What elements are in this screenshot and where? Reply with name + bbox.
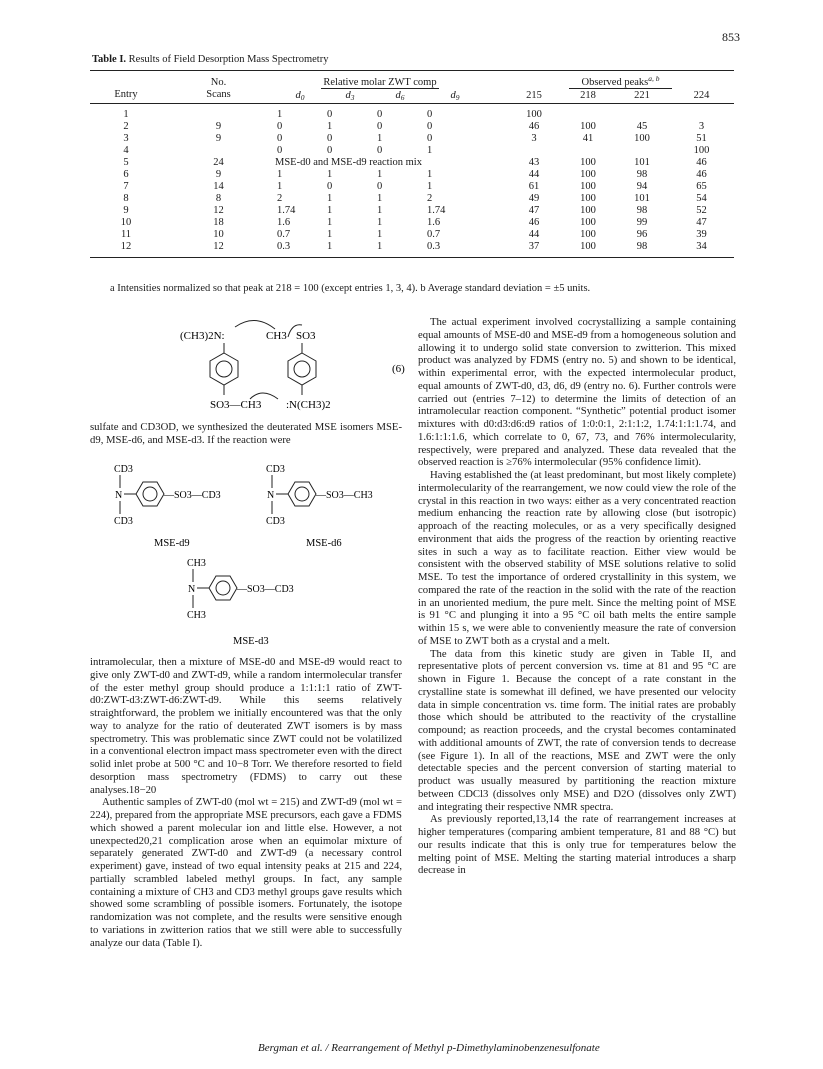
mse-d6-ring [288,482,316,506]
mse-d3-ring-circle [216,581,230,595]
cell-p224: 54 [696,192,707,204]
cell-p221 [615,104,669,122]
cell-d9: 1 [427,168,433,180]
reaction-scheme [180,313,420,421]
cell-p218: 100 [580,180,596,192]
table-row [90,181,734,193]
cell-scans: 12 [213,204,224,216]
mse-d6-ring-circle [295,487,309,501]
cell-p224: 51 [696,132,707,144]
mse-d3-top: CH3 [187,558,206,569]
cell-p218: 100 [580,156,596,168]
cell-scans: 8 [215,192,222,204]
header-scans: Scans [206,88,231,100]
cell-entry: 7 [123,180,129,192]
cell-p215: 61 [528,180,540,192]
cell-p224: 3 [698,120,705,132]
header-relative: Relative molar ZWT comp [323,76,437,88]
header-observed-sup: a, b [648,73,660,83]
cell-p218: 41 [582,132,594,144]
mse-d3-label: MSE-d3 [233,636,269,647]
header-221: 221 [634,89,650,101]
cell-p215: 47 [528,204,540,216]
mse-d9-top: CD3 [114,464,133,475]
cell-p215: 37 [528,240,540,252]
cell-scans [162,104,275,122]
header-observed-wrap [569,73,671,89]
cell-p224: 39 [696,228,707,240]
right-column [418,316,736,877]
scheme-bottom-left: SO3—CH3 [210,399,262,411]
mse-d9-tail: —SO3—CD3 [164,490,221,501]
mse-d3-bottom: CH3 [187,610,206,621]
cell-p218: 100 [580,228,596,240]
cell-d9: 0.3 [427,240,441,252]
mse-d6-label: MSE-d6 [306,538,342,549]
table-row [90,193,734,205]
right-paragraph-4: As previously reported,13,14 the rate of rearrangement increases at higher temperatures (comparing ambient temperature, 81 and 88 °C) but our results indicate that this is only true for temperatures below the melting point of MSE. Melting the starting material introduces a sharp decrease in [418,813,736,877]
ring-left-circle [216,361,232,377]
cell-d6: 0 [377,144,383,156]
cell-p215: 46 [528,216,540,228]
cell-p218: 100 [580,216,596,228]
cell-d3: 0 [327,180,333,192]
cell-d3: 0 [327,108,333,120]
page-number: 853 [722,30,740,44]
cell-d3: 1 [327,192,333,204]
header-224: 224 [693,89,710,101]
header-215: 215 [526,89,542,101]
cell-entry: 2 [123,120,129,132]
cell-d0: 0 [277,132,283,144]
cell-gap [485,241,507,258]
cell-gap [485,121,507,133]
right-paragraph-1: The actual experiment involved cocrystallizing a sample containing equal amounts of MSE-d0 and MSE-d9 from a homogeneous solution and allowing it to undergo solid state conversion to zwitterion. This mixed product was analyzed by FDMS (entry no. 5) and shown to be identical, within experimental error, with the expected intermolecular product, equal amounts of ZWT-d0, d3, d6, d9 (entry no. 6). Further controls were carried out (entries 7–12) to determine the limits of detection of an intramolecular reaction component. “Synthetic” potential product isomer mixtures with d0:d3:d6:d9 ratios of 1:0:0:1, 2:1:1:2, 1.74:1:1:1.74, and 1.6:1:1:1.6, which correlate to 0, 67, 73, and 76% intermolecularity, respectively, were prepared and analyzed. These data revealed that the observed reaction is ≥76% intermolecular (95% confidence limit). [418,316,736,469]
cell-d0: 2 [277,192,283,204]
cell-entry: 9 [123,204,129,216]
cell-p224 [669,104,734,122]
cell-d0: 1 [277,108,283,120]
cell-scans: 9 [215,120,222,132]
header-observed: Observed peaks [581,76,649,88]
cell-scans: 12 [213,240,224,252]
cell-d0: 1.6 [277,216,291,228]
mse-d6-tail: —SO3—CH3 [316,490,373,501]
cell-d6: 0 [377,180,383,192]
table-row [90,205,734,217]
cell-p215: 49 [528,192,540,204]
scheme-top-left: (CH3)2N: [180,330,225,342]
cell-gap [485,193,507,205]
scheme-top-right-b: SO3 [296,330,316,342]
left-column-top [90,421,402,447]
right-paragraph-2: Having established the (at least predominant, but most likely complete) intermolecularity of the rearrangement, we now could view the role of the crystal in this reaction in two ways: either as a very concentrated reaction medium enhancing the reaction rate by allowing close (but isotropic) approach of the reacting molecules, or as a very specifically designed environment that aids the progress of the reaction by orienting reactive sites in such a way as to facilitate reaction. Either view would be consistent with the observed stability of MSE solutions relative to solid MSE. To test the importance of ordered crystallinity in this system, we compared the rate of the reaction in the solid with the rate of the reaction in an unoriented medium, the pure melt. Since the melting point of MSE is 91 °C and plunging it into a 95 °C oil bath melts the entire sample within 15 s, we were able to conveniently measure the rate of conversion of MSE to ZWT both as a crystal and a melt. [418,469,736,647]
cell-scans [162,145,275,157]
mse-d3-n: N [188,584,196,595]
cell-gap [485,181,507,193]
left-column-bottom [90,656,402,949]
cell-p224: 34 [696,240,707,252]
cell-gap [485,104,507,122]
cell-d3: 1 [327,204,333,216]
mse-d9-n: N [115,490,123,501]
cell-d0: 0 [277,144,283,156]
cell-d3: 1 [327,228,333,240]
cell-p218: 100 [580,168,596,180]
cell-p215: 46 [528,120,540,132]
cell-p221: 94 [636,180,648,192]
mse-d9-bottom: CD3 [114,516,133,527]
cell-d9: 0.7 [427,228,441,240]
cell-d9: 1.74 [427,204,446,216]
cell-scans: 18 [213,216,224,228]
header-218: 218 [580,89,596,101]
mse-d9-label: MSE-d9 [154,538,190,549]
cell-p218: 100 [580,120,596,132]
table-caption-label: Table I. [92,54,127,65]
scheme-eq-number: (6) [392,363,405,375]
cell-p224: 52 [696,204,707,216]
table-row [90,121,734,133]
header-gap2 [485,89,507,104]
cell-entry: 4 [123,144,129,156]
table-row [90,241,734,258]
cell-d9: 1.6 [427,216,441,228]
cell-p218 [561,104,615,122]
cell-d9: 0 [427,108,433,120]
table-row [90,145,734,157]
header-blank [90,71,162,90]
cell-p218: 100 [580,192,596,204]
cell-d0: 1 [277,168,283,180]
cell-scans: 9 [215,132,222,144]
mse-d6-bottom: CD3 [266,516,285,527]
mse-d6-top: CD3 [266,464,285,475]
scheme-top-right-a: CH3 [266,330,287,342]
header-d3: $d_3$ [345,89,355,102]
cell-p221: 45 [636,120,648,132]
cell-d0: 0 [277,120,283,132]
cell-entry: 6 [123,168,129,180]
mse-d9-ring [136,482,164,506]
right-paragraph-3: The data from this kinetic study are given in Table II, and representative plots of percent conversion vs. time at 81 and 95 °C are shown in Figure 1. Because the concept of a rate constant in the crystalline state is somewhat ill defined, we have presented our velocity data in simple concentration vs. time form. The initial rates are probably those which should be attributed to the reactivity of the crystalline compound; as reaction proceeds, and the crystal becomes contaminated with additional amounts of ZWT, the rate of conversion tends to decrease (see Figure 1). In all of the reactions, MSE and ZWT were the only detectable species and the percent conversion of starting material to product was usually measured by partitioning the reaction mixture between CDCl3 (dissolves only MSE) and D2O (dissolves only ZWT) and integrating their respective NMR spectra. [418,647,736,813]
results-table [90,70,734,258]
cell-d3: 0 [327,132,333,144]
table-body [90,104,734,258]
cell-p221 [615,145,669,157]
cell-d3: 1 [327,168,333,180]
header-no: No. [210,76,227,88]
mse-d3-ring [209,576,237,600]
cell-p221: 98 [636,240,648,252]
header-d9: $d_9$ [450,89,460,102]
table-row [90,217,734,229]
cell-d6: 1 [377,192,383,204]
cell-p218: 100 [580,204,596,216]
table-caption [92,54,328,65]
cell-p224: 46 [696,156,707,168]
cell-p221: 98 [636,204,648,216]
cell-d6: 1 [377,240,383,252]
cell-gap [485,217,507,229]
header-d6: $d_6$ [395,89,405,102]
cell-p215: 44 [528,228,540,240]
cell-p215: 43 [528,156,540,168]
cell-d3: 1 [327,240,333,252]
mse-d9-ring-circle [143,487,157,501]
ring-right-circle [294,361,310,377]
cell-p221: 99 [636,216,648,228]
cell-d9: 0 [427,132,433,144]
cell-p221: 101 [634,192,650,204]
cell-d9: 0 [427,120,433,132]
cell-p221: 98 [636,168,648,180]
ring-right [288,353,316,385]
cell-p224: 100 [693,144,710,156]
cell-p224: 47 [696,216,707,228]
cell-d3: 1 [327,120,333,132]
left-paragraph-1: intramolecular, then a mixture of MSE-d0 and MSE-d9 would react to give only ZWT-d0 and ZWT-d9, while a random intermolecular transfer of the ester methyl group should produce a 1:1:1:1 ratio of ZWT-d0:ZWT-d3:ZWT-d6:ZWT-d9. While this seems relatively straightforward, the problem we initially encountered was that the only way to analyze for the ratio of deuterated ZWT isomers is by mass spectrometry. This was problematic since ZWT could not be volatilized in a conventional electron impact mass spectrometer even with the direct solid inlet probe at 500 °C and 10−8 Torr. We therefore resorted to field desorption mass spectrometry (FDMS) to carry out these analyses.18−20 [90,656,402,796]
cell-d6: 1 [377,132,383,144]
cell-gap [485,145,507,157]
cell-p215: 44 [528,168,540,180]
cell-d6: 0 [377,120,383,132]
structure-mse-d3 [185,556,335,654]
structure-mse-d9 [112,462,262,554]
left-paragraph-2: Authentic samples of ZWT-d0 (mol wt = 215) and ZWT-d9 (mol wt = 224), prepared from the appropriate MSE precursors, each gave a FDMS which showed a parent molecular ion and little else. However, a not unexpected20,21 complication arose when an equimolar mixture of separately generated ZWT-d0 and ZWT-d9 (a necessary control experiment) gave, instead of two equal intensity peaks at 215 and 224, partially scrambled labeled methyl groups. In fact, any sample containing a mixture of CH3 and CD3 methyl groups gave results which showed some scrambling of possible isomers. Fortunately, the isotope randomization was not complete, and the results were sensitive enough to variations in zwitterion ratios that we still were able to successfully analyze our data (Table I). [90,796,402,949]
header-d0: $d_0$ [295,89,305,102]
cell-mix: MSE-d0 and MSE-d9 reaction mix [275,156,422,168]
cell-p221: 96 [636,228,648,240]
cell-entry: 1 [123,108,129,120]
table-row [90,157,734,169]
cell-p215 [507,145,561,157]
mse-d3-tail: —SO3—CD3 [237,584,294,595]
running-footer: Bergman et al. / Rearrangement of Methyl p-Dimethylaminobenzenesulfonate [258,1042,600,1054]
table-row [90,133,734,145]
scheme-bottom-right: :N(CH3)2 [286,399,331,411]
cell-entry: 12 [120,240,132,252]
cell-d6: 1 [377,216,383,228]
cell-p224: 46 [696,168,707,180]
cell-scans: 14 [213,180,224,192]
cell-p221: 100 [634,132,650,144]
cell-d6: 1 [377,168,383,180]
cell-entry: 3 [123,132,129,144]
structure-mse-d6 [264,462,414,554]
cell-p218: 100 [580,240,596,252]
cell-p224: 65 [696,180,707,192]
cell-scans: 9 [215,168,222,180]
header-observed-cell [507,71,734,90]
table-row [90,229,734,241]
cell-d3: 0 [327,144,333,156]
header-relative-cell [275,71,485,90]
cell-gap [485,229,507,241]
cell-d0: 0.7 [277,228,291,240]
table-row [90,104,734,122]
header-gap [485,71,507,90]
cell-p221: 101 [634,156,650,168]
cell-d9: 1 [427,144,433,156]
cell-p218 [561,145,615,157]
cell-d6: 0 [377,108,383,120]
ring-left [210,353,238,385]
cell-p215: 100 [526,108,542,120]
cell-scans: 10 [213,228,224,240]
table-caption-text: Results of Field Desorption Mass Spectrometry [128,54,329,65]
cell-gap [485,169,507,181]
cell-gap [485,133,507,145]
cell-d6: 1 [377,228,383,240]
cell-entry: 11 [120,228,132,240]
cell-entry: 5 [123,156,129,168]
cell-gap [485,157,507,169]
table-footnote: a Intensities normalized so that peak at 218 = 100 (except entries 1, 3, 4). b Average standard deviation = ±5 units. [110,283,591,294]
left-top-paragraph: sulfate and CD3OD, we synthesized the deuterated MSE isomers MSE-d9, MSE-d6, and MSE-d3. If the reaction were [90,421,402,446]
table-row [90,169,734,181]
cell-d3: 1 [327,216,333,228]
cell-entry: 10 [120,216,132,228]
cell-gap [485,205,507,217]
cell-d0: 1 [277,180,283,192]
cell-d9: 2 [427,192,433,204]
cell-d0: 1.74 [277,204,296,216]
cell-d0: 0.3 [277,240,291,252]
mse-d6-n: N [267,490,275,501]
cell-p215: 3 [531,132,537,144]
header-entry: Entry [114,88,138,100]
cell-scans: 24 [213,156,224,168]
cell-entry: 8 [123,192,129,204]
cell-d6: 1 [377,204,383,216]
cell-d9: 1 [427,180,433,192]
arrow-curve-1 [235,320,275,329]
